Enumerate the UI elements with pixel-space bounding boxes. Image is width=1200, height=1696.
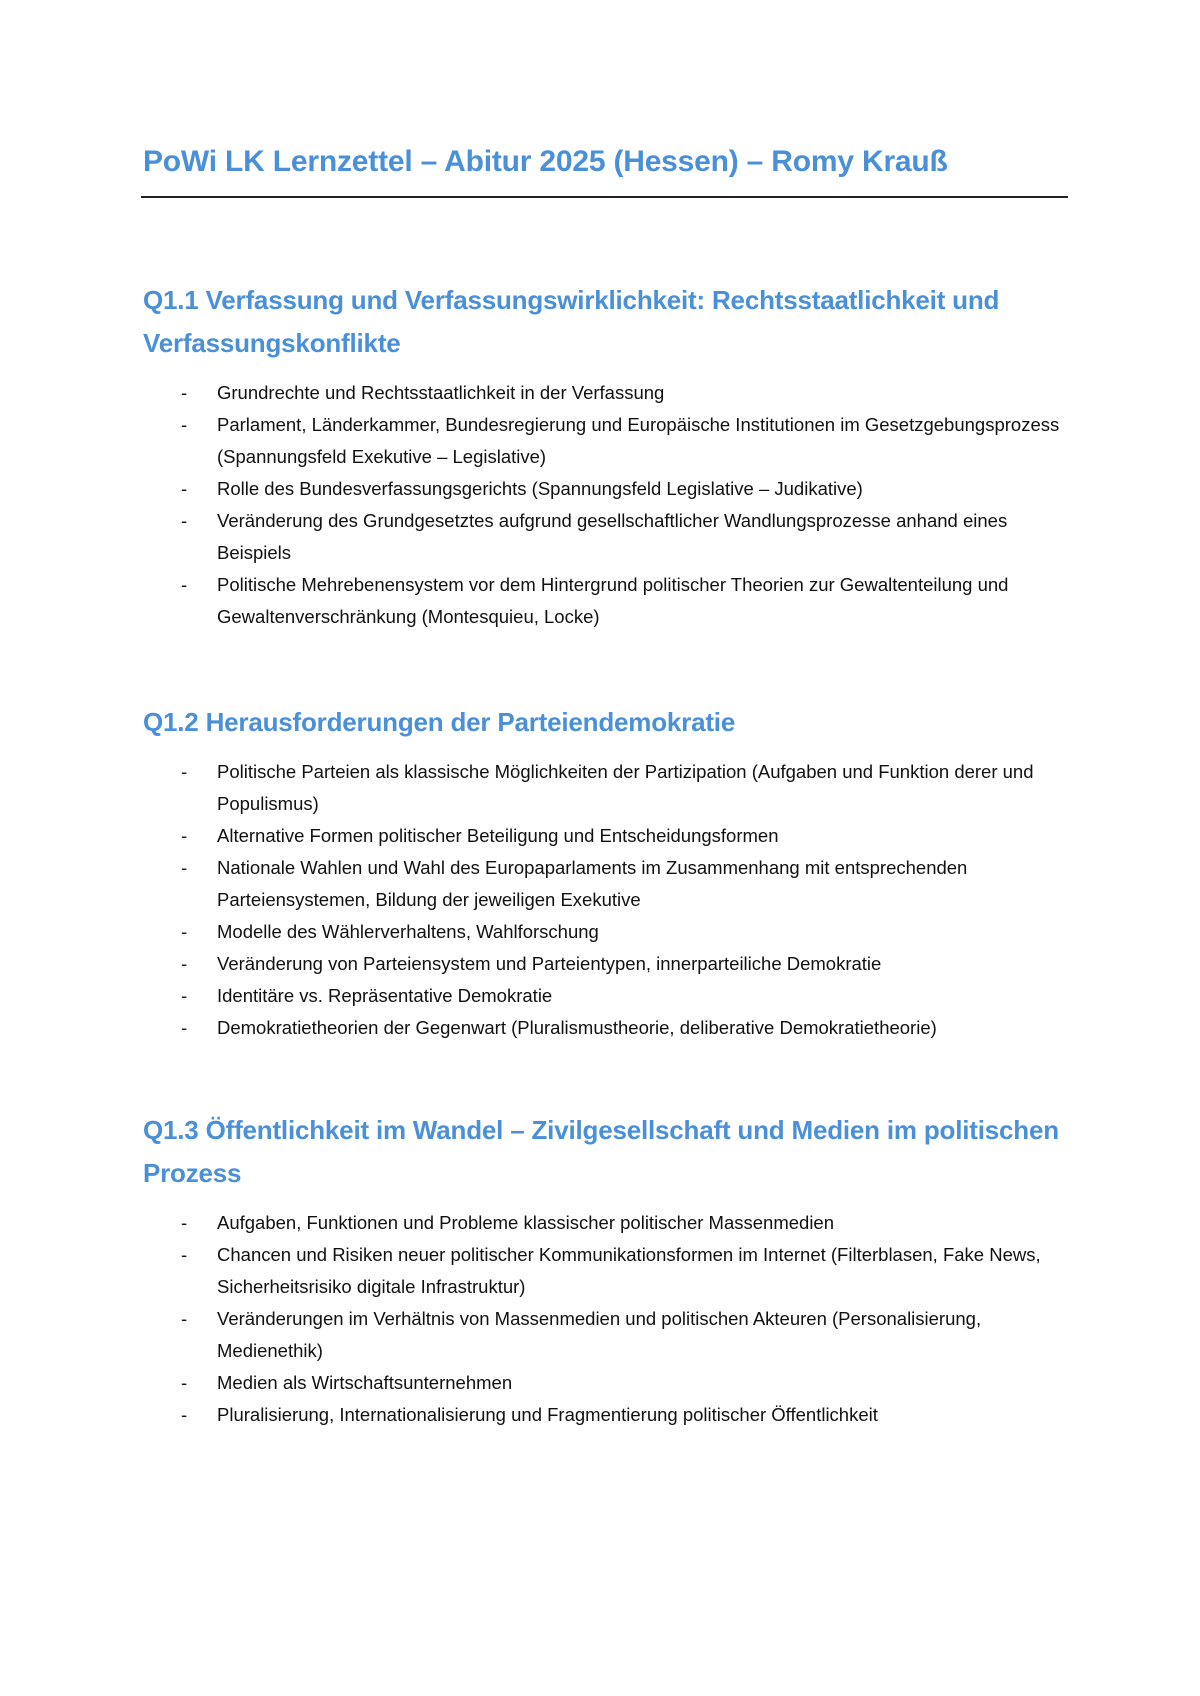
- list-item: [143, 1399, 1068, 1431]
- dash-bullet-icon: -: [181, 1372, 188, 1393]
- list-item: [143, 948, 1068, 980]
- list-item: [143, 409, 1068, 473]
- list-item: [143, 505, 1068, 569]
- list-item-text: Demokratietheorien der Gegenwart (Pluralismustheorie, deliberative Demokratietheorie): [217, 1017, 937, 1038]
- list-item: [143, 1012, 1068, 1044]
- dash-bullet-icon: -: [181, 1244, 188, 1265]
- dash-bullet-icon: -: [181, 857, 188, 878]
- list-item: [143, 569, 1068, 633]
- list-item-text: Alternative Formen politischer Beteiligung und Entscheidungsformen: [217, 825, 779, 846]
- dash-bullet-icon: -: [181, 985, 188, 1006]
- bullet-list: [143, 377, 1068, 633]
- list-item-text: Parlament, Länderkammer, Bundesregierung und Europäische Institutionen im Gesetzgebungsprozess (Spannungsfeld Exekutive – Legislative): [217, 414, 1060, 467]
- dash-bullet-icon: -: [181, 574, 188, 595]
- list-item: [143, 377, 1068, 409]
- title-underline: [141, 196, 1068, 198]
- section-heading: Q1.2 Herausforderungen der Parteiendemokratie: [143, 707, 736, 737]
- list-item-text: Medien als Wirtschaftsunternehmen: [217, 1372, 513, 1393]
- list-item-text: Rolle des Bundesverfassungsgerichts (Spannungsfeld Legislative – Judikative): [217, 478, 863, 499]
- list-item: [143, 1303, 1068, 1367]
- list-item: [143, 980, 1068, 1012]
- list-item: [143, 1239, 1068, 1303]
- list-item-text: Nationale Wahlen und Wahl des Europaparlaments im Zusammenhang mit entsprechenden Parteiensystemen, Bildung der jeweiligen Exekutive: [217, 857, 968, 910]
- list-item-text: Pluralisierung, Internationalisierung und Fragmentierung politischer Öffentlichkeit: [217, 1404, 878, 1425]
- dash-bullet-icon: -: [181, 1212, 188, 1233]
- list-item-text: Veränderung des Grundgesetztes aufgrund gesellschaftlicher Wandlungsprozesse anhand eines Beispiels: [217, 510, 1008, 563]
- list-item: [143, 1367, 1068, 1399]
- dash-bullet-icon: -: [181, 761, 188, 782]
- list-item-text: Chancen und Risiken neuer politischer Kommunikationsformen im Internet (Filterblasen, Fake News, Sicherheitsrisiko digitale Infrastruktur): [217, 1244, 1041, 1297]
- section-q1-3: [143, 1109, 1068, 1431]
- section-q1-1: [143, 279, 1068, 633]
- list-item-text: Modelle des Wählerverhaltens, Wahlforschung: [217, 921, 599, 942]
- list-item: [143, 756, 1068, 820]
- bullet-list: [143, 1207, 1068, 1431]
- list-item: [143, 1207, 1068, 1239]
- list-item: [143, 916, 1068, 948]
- list-item-text: Grundrechte und Rechtsstaatlichkeit in der Verfassung: [217, 382, 665, 403]
- list-item-text: Politische Mehrebenensystem vor dem Hintergrund politischer Theorien zur Gewaltenteilung und Gewaltenverschränkung (Montesquieu, Locke): [217, 574, 1009, 627]
- dash-bullet-icon: -: [181, 510, 188, 531]
- list-item-text: Veränderungen im Verhältnis von Massenmedien und politischen Akteuren (Personalisierung, Medienethik): [217, 1308, 982, 1361]
- list-item-text: Aufgaben, Funktionen und Probleme klassischer politischer Massenmedien: [217, 1212, 835, 1233]
- list-item-text: Identitäre vs. Repräsentative Demokratie: [217, 985, 553, 1006]
- dash-bullet-icon: -: [181, 921, 188, 942]
- dash-bullet-icon: -: [181, 1404, 188, 1425]
- dash-bullet-icon: -: [181, 478, 188, 499]
- list-item-text: Veränderung von Parteiensystem und Parteientypen, innerparteiliche Demokratie: [217, 953, 882, 974]
- bullet-list: [143, 756, 1068, 1044]
- section-heading: Q1.1 Verfassung und Verfassungswirklichkeit: Rechtsstaatlichkeit und Verfassungskonflikte: [143, 285, 1000, 358]
- dash-bullet-icon: -: [181, 825, 188, 846]
- dash-bullet-icon: -: [181, 414, 188, 435]
- list-item-text: Politische Parteien als klassische Möglichkeiten der Partizipation (Aufgaben und Funktion derer und Populismus): [217, 761, 1034, 814]
- dash-bullet-icon: -: [181, 953, 188, 974]
- dash-bullet-icon: -: [181, 1308, 188, 1329]
- section-q1-2: [143, 701, 1068, 1044]
- list-item: [143, 473, 1068, 505]
- page-title: PoWi LK Lernzettel – Abitur 2025 (Hessen) – Romy Krauß: [143, 145, 948, 178]
- section-heading: Q1.3 Öffentlichkeit im Wandel – Zivilgesellschaft und Medien im politischen Prozess: [143, 1115, 1059, 1188]
- dash-bullet-icon: -: [181, 382, 188, 403]
- dash-bullet-icon: -: [181, 1017, 188, 1038]
- list-item: [143, 820, 1068, 852]
- list-item: [143, 852, 1068, 916]
